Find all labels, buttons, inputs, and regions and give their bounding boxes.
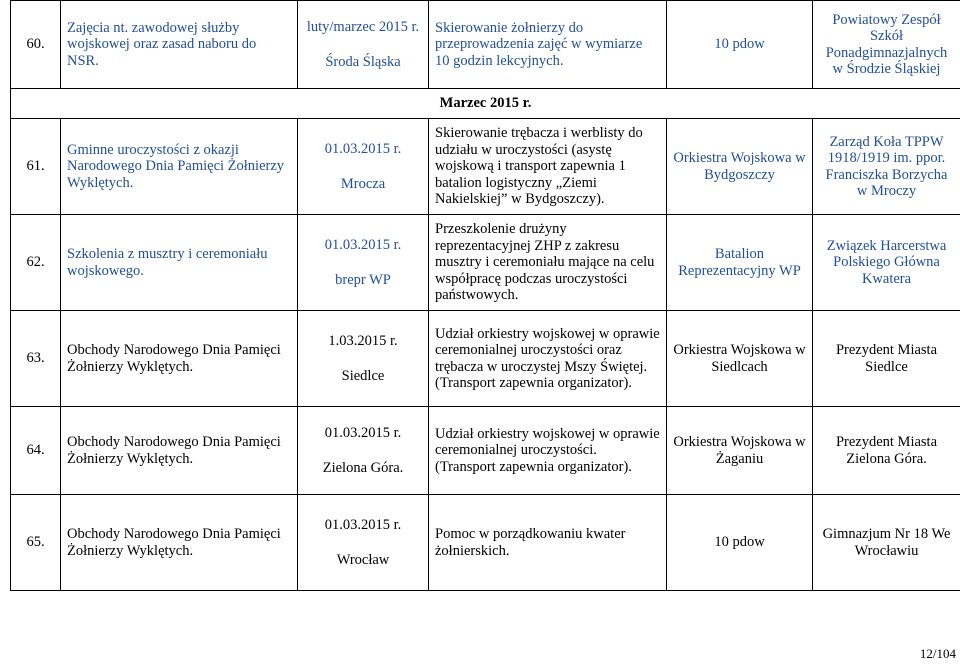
event-date-place [298, 311, 429, 407]
table-row [11, 1, 960, 89]
event-date: 01.03.2015 r. [324, 517, 402, 533]
assigned-unit: Orkiestra Wojskowa w Siedlcach [667, 311, 813, 407]
event-description: Przeszkolenie drużyny reprezentacyjnej ZHP z zakresu musztry i ceremoniału mające na celu współpracę podczas uroczystości państwowych. [429, 215, 667, 311]
event-date-place [298, 495, 429, 591]
event-date-place [298, 407, 429, 495]
event-description: Skierowanie żołnierzy do przeprowadzenia zajęć w wymiarze 10 godzin lekcyjnych. [429, 1, 667, 89]
event-name: Obchody Narodowego Dnia Pamięci Żołnierzy Wyklętych. [61, 311, 298, 407]
table-row [11, 311, 960, 407]
assigned-unit: Orkiestra Wojskowa w Żaganiu [667, 407, 813, 495]
event-place: Środa Śląska [325, 53, 401, 70]
event-date: 1.03.2015 r. [328, 333, 398, 349]
row-number: 64. [11, 407, 61, 495]
organizer: Związek Harcerstwa Polskiego Główna Kwatera [813, 215, 960, 311]
event-name: Gminne uroczystości z okazji Narodowego Dnia Pamięci Żołnierzy Wyklętych. [61, 119, 298, 215]
organizer: Zarząd Koła TPPW 1918/1919 im. ppor. Franciszka Borzycha w Mroczy [813, 119, 960, 215]
table-row [11, 215, 960, 311]
page-number: 12/104 [919, 646, 956, 661]
table-row [11, 495, 960, 591]
event-date: 01.03.2015 r. [324, 425, 402, 441]
event-date-place [298, 215, 429, 311]
events-table [10, 0, 960, 591]
event-name: Zajęcia nt. zawodowej służby wojskowej oraz zasad naboru do NSR. [61, 1, 298, 89]
assigned-unit: 10 pdow [667, 1, 813, 89]
event-name: Szkolenia z musztry i ceremoniału wojskowego. [61, 215, 298, 311]
row-number: 62. [11, 215, 61, 311]
event-description: Skierowanie trębacza i werblisty do udziału w uroczystości (asystę wojskową i transport zapewnia 1 batalion logistyczny „Ziemi Nakielskiej” w Bydgoszczy). [429, 119, 667, 215]
row-number: 65. [11, 495, 61, 591]
event-date: luty/marzec 2015 r. [306, 19, 420, 35]
assigned-unit: Orkiestra Wojskowa w Bydgoszczy [667, 119, 813, 215]
event-date-place [298, 119, 429, 215]
event-place: Zielona Góra. [322, 459, 404, 476]
organizer: Gimnazjum Nr 18 We Wrocławiu [813, 495, 960, 591]
event-place: Siedlce [341, 367, 385, 384]
event-place: Mrocza [340, 175, 386, 192]
organizer: Powiatowy Zespół Szkół Ponadgimnazjalnych w Środzie Śląskiej [813, 1, 960, 89]
organizer: Prezydent Miasta Zielona Góra. [813, 407, 960, 495]
event-description: Pomoc w porządkowaniu kwater żołnierskich. [429, 495, 667, 591]
assigned-unit: 10 pdow [667, 495, 813, 591]
month-header: Marzec 2015 r. [11, 89, 960, 119]
event-name: Obchody Narodowego Dnia Pamięci Żołnierzy Wyklętych. [61, 495, 298, 591]
table-row [11, 119, 960, 215]
organizer: Prezydent Miasta Siedlce [813, 311, 960, 407]
table-row [11, 407, 960, 495]
assigned-unit: Batalion Reprezentacyjny WP [667, 215, 813, 311]
event-name: Obchody Narodowego Dnia Pamięci Żołnierzy Wyklętych. [61, 407, 298, 495]
event-date-place [298, 1, 429, 89]
row-number: 61. [11, 119, 61, 215]
row-number: 60. [11, 1, 61, 89]
event-description: Udział orkiestry wojskowej w oprawie ceremonialnej uroczystości oraz trębacza w uroczystej Mszy Świętej. (Transport zapewnia organizator). [429, 311, 667, 407]
event-place: brepr WP [335, 271, 391, 288]
month-header-row [11, 89, 960, 119]
event-date: 01.03.2015 r. [324, 141, 402, 157]
event-place: Wrocław [336, 551, 390, 568]
event-date: 01.03.2015 r. [324, 237, 402, 253]
event-description: Udział orkiestry wojskowej w oprawie ceremonialnej uroczystości. (Transport zapewnia organizator). [429, 407, 667, 495]
row-number: 63. [11, 311, 61, 407]
